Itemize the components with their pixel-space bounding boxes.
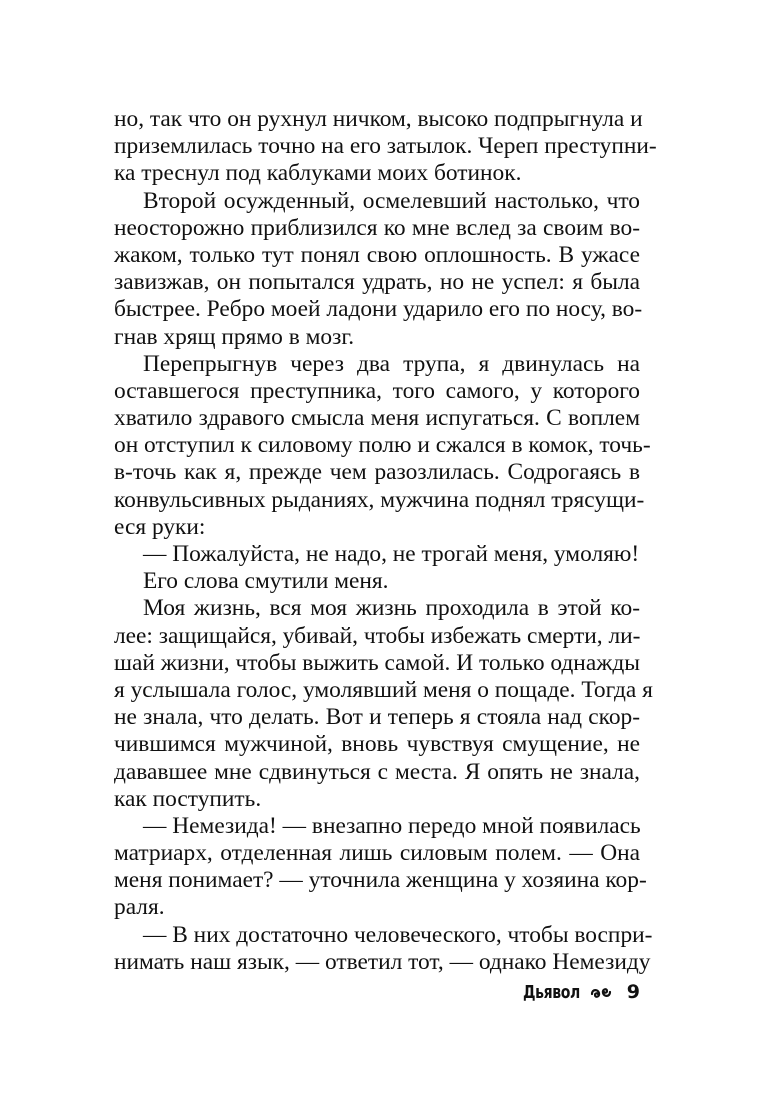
- text-line: раля.: [114, 894, 165, 921]
- text-line: в-точь как я, прежде чем разозлилась. Содрогаясь в: [114, 459, 640, 486]
- text-line: меня понимает? — уточнила женщина у хозяина кор-: [114, 867, 647, 894]
- text-line: нимать наш язык, — ответил тот, — однако Немезиду: [114, 948, 651, 975]
- text-line: как поступить.: [114, 785, 262, 812]
- text-line: быстрее. Ребро моей ладони ударило его по носу, во-: [114, 296, 643, 323]
- text-line: не знала, что делать. Вот и теперь я стояла над скор-: [114, 704, 640, 731]
- text-line: дававшее мне сдвинуться с места. Я опять не знала,: [114, 758, 640, 785]
- text-line: гнав хрящ прямо в мозг.: [114, 323, 355, 350]
- text-line: — В них достаточно человеческого, чтобы воспри-: [143, 921, 653, 948]
- text-line: Второй осужденный, осмелевший настолько, что: [143, 187, 640, 214]
- text-line: чившимся мужчиной, вновь чувствуя смущение, не: [114, 731, 640, 758]
- text-line: он отступил к силовому полю и сжался в комок, точь-: [114, 432, 651, 459]
- running-footer: [114, 978, 640, 1006]
- text-line: Перепрыгнув через два трупа, я двинулась на: [143, 350, 640, 377]
- text-line: приземлилась точно на его затылок. Череп преступни-: [114, 133, 657, 160]
- text-line: шай жизни, чтобы выжить самой. И только однажды: [114, 649, 640, 676]
- text-line: неосторожно приблизился ко мне вслед за своим во-: [114, 214, 640, 241]
- running-title: Дьявол: [523, 982, 581, 1003]
- text-line: ка треснул под каблуками моих ботинок.: [114, 160, 522, 187]
- text-line: хватило здравого смысла меня испугаться. С воплем: [114, 405, 640, 432]
- text-line: лее: защищайся, убивай, чтобы избежать смерти, ли-: [114, 622, 641, 649]
- text-line: матриарх, отделенная лишь силовым полем. — Она: [114, 840, 640, 867]
- text-line: оставшегося преступника, того самого, у которого: [114, 377, 640, 404]
- text-line: еся руки:: [114, 513, 206, 540]
- text-line: но, так что он рухнул ничком, высоко подпрыгнула и: [114, 106, 643, 132]
- swirl-ornament-icon: [590, 986, 612, 1000]
- text-line: — Немезида! — внезапно передо мной появилась: [143, 812, 641, 839]
- text-line: Моя жизнь, вся моя жизнь проходила в этой ко-: [143, 595, 640, 622]
- text-line: завизжав, он попытался удрать, но не успел: я была: [114, 269, 640, 296]
- text-line: я услышала голос, умолявший меня о пощаде. Тогда я: [114, 676, 653, 703]
- text-line: жаком, только тут понял свою оплошность. В ужасе: [114, 241, 640, 268]
- page-number: 9: [626, 981, 640, 1003]
- text-line: — Пожалуйста, не надо, не трогай меня, умоляю!: [143, 541, 640, 567]
- text-line: конвульсивных рыданиях, мужчина поднял трясущи-: [114, 486, 645, 513]
- text-line: Его слова смутили меня.: [143, 568, 389, 595]
- page-body: [114, 106, 657, 976]
